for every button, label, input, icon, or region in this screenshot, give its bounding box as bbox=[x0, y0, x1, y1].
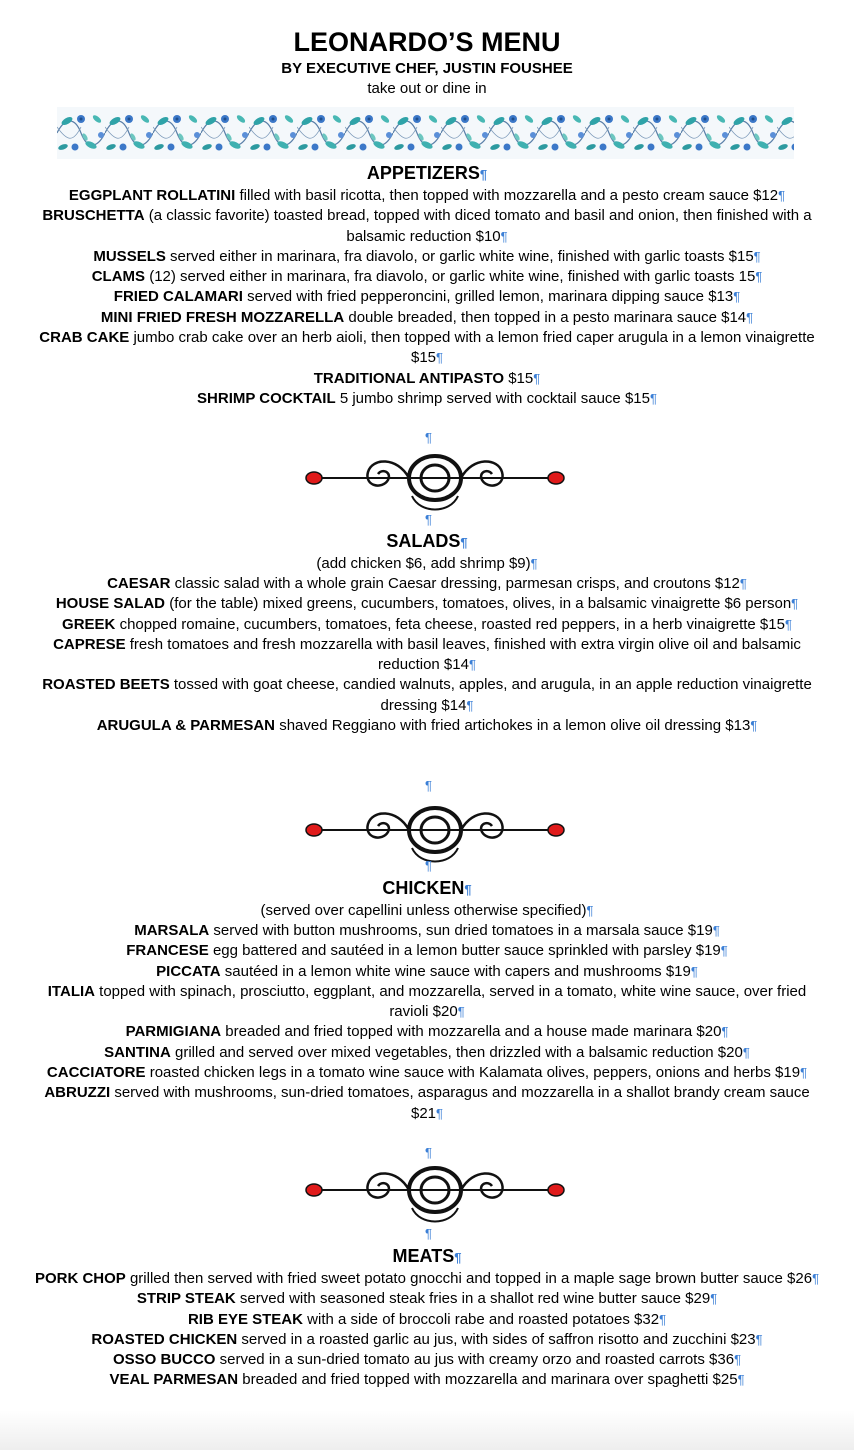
menu-item: RIB EYE STEAK with a side of broccoli rabe and roasted potatoes $32¶ bbox=[187, 1310, 667, 1328]
chicken-heading: CHICKEN¶ bbox=[382, 878, 472, 898]
menu-item: ABRUZZI served with mushrooms, sun-dried tomatoes, asparagus and mozzarella in a shallot brandy cream sauce $21¶ bbox=[44, 1084, 810, 1122]
paragraph-mark: ¶ bbox=[425, 858, 432, 873]
appetizers-section bbox=[30, 162, 824, 409]
paragraph-mark: ¶ bbox=[425, 778, 432, 793]
paragraph-mark: ¶ bbox=[425, 1226, 432, 1241]
menu-item: CLAMS (12) served either in marinara, fra diavolo, or garlic white wine, finished with garlic toasts 15¶ bbox=[91, 268, 763, 286]
menu-item: HOUSE SALAD (for the table) mixed greens, cucumbers, tomatoes, olives, in a balsamic vinaigrette $6 person¶ bbox=[55, 595, 799, 613]
meats-section bbox=[30, 1245, 824, 1391]
page-title: LEONARDO’S MENU bbox=[293, 27, 561, 57]
service-tagline: take out or dine in bbox=[367, 80, 487, 97]
paragraph-mark: ¶ bbox=[425, 1145, 432, 1160]
appetizers-heading: APPETIZERS¶ bbox=[366, 163, 488, 183]
menu-item: FRANCESE egg battered and sautéed in a lemon butter sauce sprinkled with parsley $19¶ bbox=[126, 942, 728, 960]
menu-item: VEAL PARMESAN breaded and fried topped with mozzarella and marinara over spaghetti $25¶ bbox=[109, 1371, 745, 1389]
menu-item: CAESAR classic salad with a whole grain Caesar dressing, parmesan crisps, and croutons $12¶ bbox=[107, 575, 747, 592]
chef-byline: BY EXECUTIVE CHEF, JUSTIN FOUSHEE bbox=[281, 60, 573, 77]
menu-item: OSSO BUCCO served in a sun-dried tomato au jus with creamy orzo and roasted carrots $36¶ bbox=[112, 1351, 742, 1369]
menu-item: ROASTED BEETS tossed with goat cheese, candied walnuts, apples, and arugula, in an apple reduction vinaigrette dressing $14¶ bbox=[42, 676, 812, 714]
menu-item: ARUGULA & PARMESAN shaved Reggiano with fried artichokes in a lemon olive oil dressing $13¶ bbox=[96, 717, 758, 735]
menu-item: FRIED CALAMARI served with fried pepperoncini, grilled lemon, marinara dipping sauce $13¶ bbox=[113, 288, 741, 306]
menu-item: SHRIMP COCKTAIL 5 jumbo shrimp served with cocktail sauce $15¶ bbox=[197, 389, 657, 407]
chicken-note: (served over capellini unless otherwise specified)¶ bbox=[260, 902, 594, 919]
menu-item: CACCIATORE roasted chicken legs in a tomato wine sauce with Kalamata olives, peppers, onions and herbs $19¶ bbox=[46, 1064, 808, 1082]
menu-item: CAPRESE fresh tomatoes and fresh mozzarella with basil leaves, finished with extra virgin olive oil and balsamic reduction $14¶ bbox=[53, 635, 801, 674]
menu-item: MINI FRIED FRESH MOZZARELLA double breaded, then topped in a pesto marinara sauce $14¶ bbox=[100, 308, 754, 326]
salads-note: (add chicken $6, add shrimp $9)¶ bbox=[316, 555, 538, 572]
menu-item: BRUSCHETTA (a classic favorite) toasted bread, topped with diced tomato and basil and onion, then finished with a balsamic reduction $10¶ bbox=[42, 207, 812, 245]
menu-item: TRADITIONAL ANTIPASTO $15¶ bbox=[313, 369, 541, 387]
menu-item: SANTINA grilled and served over mixed vegetables, then drizzled with a balsamic reduction $20¶ bbox=[104, 1043, 750, 1061]
menu-item: PICCATA sautéed in a lemon white wine sauce with capers and mushrooms $19¶ bbox=[156, 962, 698, 980]
scroll-divider-icon bbox=[302, 436, 568, 520]
salads-heading: SALADS¶ bbox=[386, 531, 468, 551]
menu-item: PORK CHOP grilled then served with fried sweet potato gnocchi and topped in a maple sage brown butter sauce $26¶ bbox=[34, 1270, 820, 1287]
paragraph-mark: ¶ bbox=[425, 512, 432, 527]
salads-section bbox=[30, 530, 824, 736]
floral-banner-image bbox=[57, 107, 794, 159]
menu-item: ITALIA topped with spinach, prosciutto, eggplant, and mozzarella, served in a tomato, white wine sauce, over fried ravioli $20¶ bbox=[47, 982, 807, 1021]
page-bottom-shadow bbox=[0, 1410, 854, 1450]
menu-item: MUSSELS served either in marinara, fra diavolo, or garlic white wine, finished with garlic toasts $15¶ bbox=[93, 247, 761, 265]
scroll-divider-icon bbox=[302, 1148, 568, 1232]
paragraph-mark: ¶ bbox=[425, 430, 432, 445]
chicken-section bbox=[30, 877, 824, 1124]
menu-item: MARSALA served with button mushrooms, sun dried tomatoes in a marsala sauce $19¶ bbox=[134, 922, 720, 939]
menu-item: EGGPLANT ROLLATINI filled with basil ricotta, then topped with mozzarella and a pesto cream sauce $12¶ bbox=[68, 187, 786, 204]
menu-item: PARMIGIANA breaded and fried topped with mozzarella and a house made marinara $20¶ bbox=[125, 1023, 729, 1041]
meats-heading: MEATS¶ bbox=[392, 1246, 462, 1266]
scroll-divider-icon bbox=[302, 788, 568, 872]
menu-item: GREEK chopped romaine, cucumbers, tomatoes, feta cheese, roasted red peppers, in a herb vinaigrette $15¶ bbox=[62, 615, 792, 633]
menu-item: CRAB CAKE jumbo crab cake over an herb aioli, then topped with a lemon fried caper arugula in a lemon vinaigrette $15¶ bbox=[39, 329, 815, 367]
menu-item: STRIP STEAK served with seasoned steak fries in a shallot red wine butter sauce $29¶ bbox=[136, 1290, 718, 1308]
menu-item: ROASTED CHICKEN served in a roasted garlic au jus, with sides of saffron risotto and zucchini $23¶ bbox=[91, 1330, 763, 1348]
